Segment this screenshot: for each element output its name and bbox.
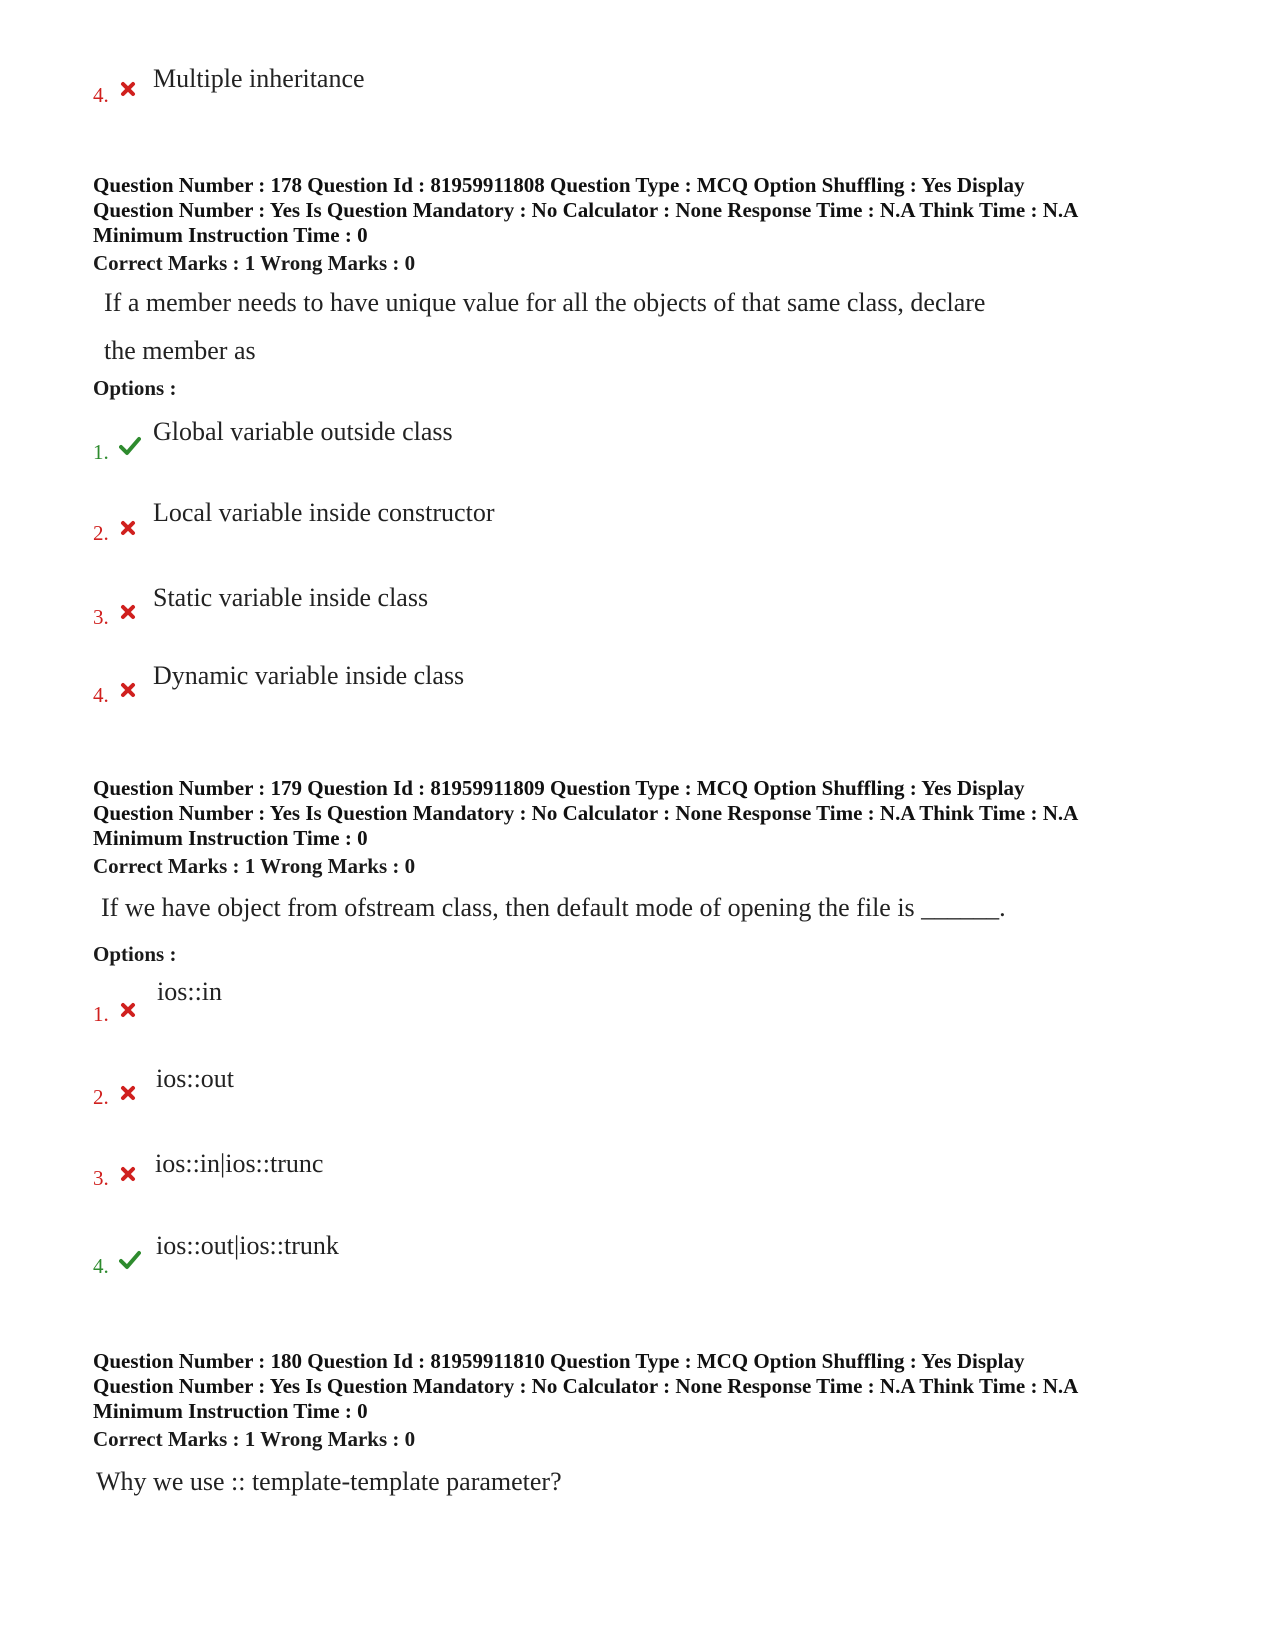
option-item — [93, 583, 793, 636]
option-item — [93, 417, 793, 470]
options-label: Options : — [93, 942, 177, 966]
question-text: the member as — [104, 336, 256, 365]
option-text: Static variable inside class — [153, 583, 429, 612]
option-number: 1. — [93, 1002, 109, 1026]
wrong-mark-icon — [119, 1001, 137, 1019]
wrong-mark-icon — [119, 681, 137, 699]
wrong-mark-icon — [119, 603, 137, 621]
wrong-mark-icon — [119, 1165, 137, 1183]
option-number: 4. — [93, 683, 109, 707]
option-item — [93, 661, 793, 714]
option-text: ios::in — [157, 977, 223, 1006]
option-number: 4. — [93, 83, 109, 107]
option-number: 2. — [93, 1085, 109, 1109]
option-item — [93, 977, 793, 1030]
option-text: ios::out — [156, 1064, 235, 1093]
option-number: 2. — [93, 521, 109, 545]
question-marks: Correct Marks : 1 Wrong Marks : 0 — [93, 854, 416, 878]
question-marks: Correct Marks : 1 Wrong Marks : 0 — [93, 1427, 416, 1451]
option-item — [93, 64, 793, 118]
options-label: Options : — [93, 376, 177, 400]
option-text: Global variable outside class — [153, 417, 453, 446]
question-meta: Question Number : 178 Question Id : 81959911808 Question Type : MCQ Option Shuffling : Yes Display Question Number : Yes Is Question Mandatory : No Calculator : None Response Time : N.A Think Time : N.A Minimum Instruction Time : 0 — [93, 173, 1079, 247]
option-text: ios::out|ios::trunk — [156, 1231, 339, 1260]
wrong-mark-icon — [119, 519, 137, 537]
option-item — [93, 1065, 793, 1115]
option-number: 4. — [93, 1254, 109, 1278]
option-item — [93, 1149, 793, 1202]
correct-mark-icon — [119, 1250, 141, 1270]
option-text: Dynamic variable inside class — [153, 661, 465, 690]
question-meta: Question Number : 179 Question Id : 81959911809 Question Type : MCQ Option Shuffling : Yes Display Question Number : Yes Is Question Mandatory : No Calculator : None Response Time : N.A Think Time : N.A Minimum Instruction Time : 0 — [93, 776, 1079, 850]
question-text: If a member needs to have unique value for all the objects of that same class, declare — [104, 288, 986, 317]
wrong-mark-icon — [119, 80, 137, 98]
option-number: 1. — [93, 440, 109, 464]
correct-mark-icon — [119, 436, 141, 456]
question-marks: Correct Marks : 1 Wrong Marks : 0 — [93, 251, 416, 275]
option-number: 3. — [93, 1166, 109, 1190]
question-text: Why we use :: template-template parameter? — [96, 1467, 562, 1496]
question-meta: Question Number : 180 Question Id : 81959911810 Question Type : MCQ Option Shuffling : Yes Display Question Number : Yes Is Question Mandatory : No Calculator : None Response Time : N.A Think Time : N.A Minimum Instruction Time : 0 — [93, 1349, 1079, 1423]
option-text: Multiple inheritance — [153, 64, 365, 93]
question-text: If we have object from ofstream class, then default mode of opening the file is ______. — [101, 893, 1006, 922]
option-number: 3. — [93, 605, 109, 629]
option-text: ios::in|ios::trunc — [155, 1149, 324, 1178]
option-text: Local variable inside constructor — [153, 498, 495, 527]
option-item — [93, 498, 793, 552]
wrong-mark-icon — [119, 1084, 137, 1102]
option-item — [93, 1231, 793, 1285]
